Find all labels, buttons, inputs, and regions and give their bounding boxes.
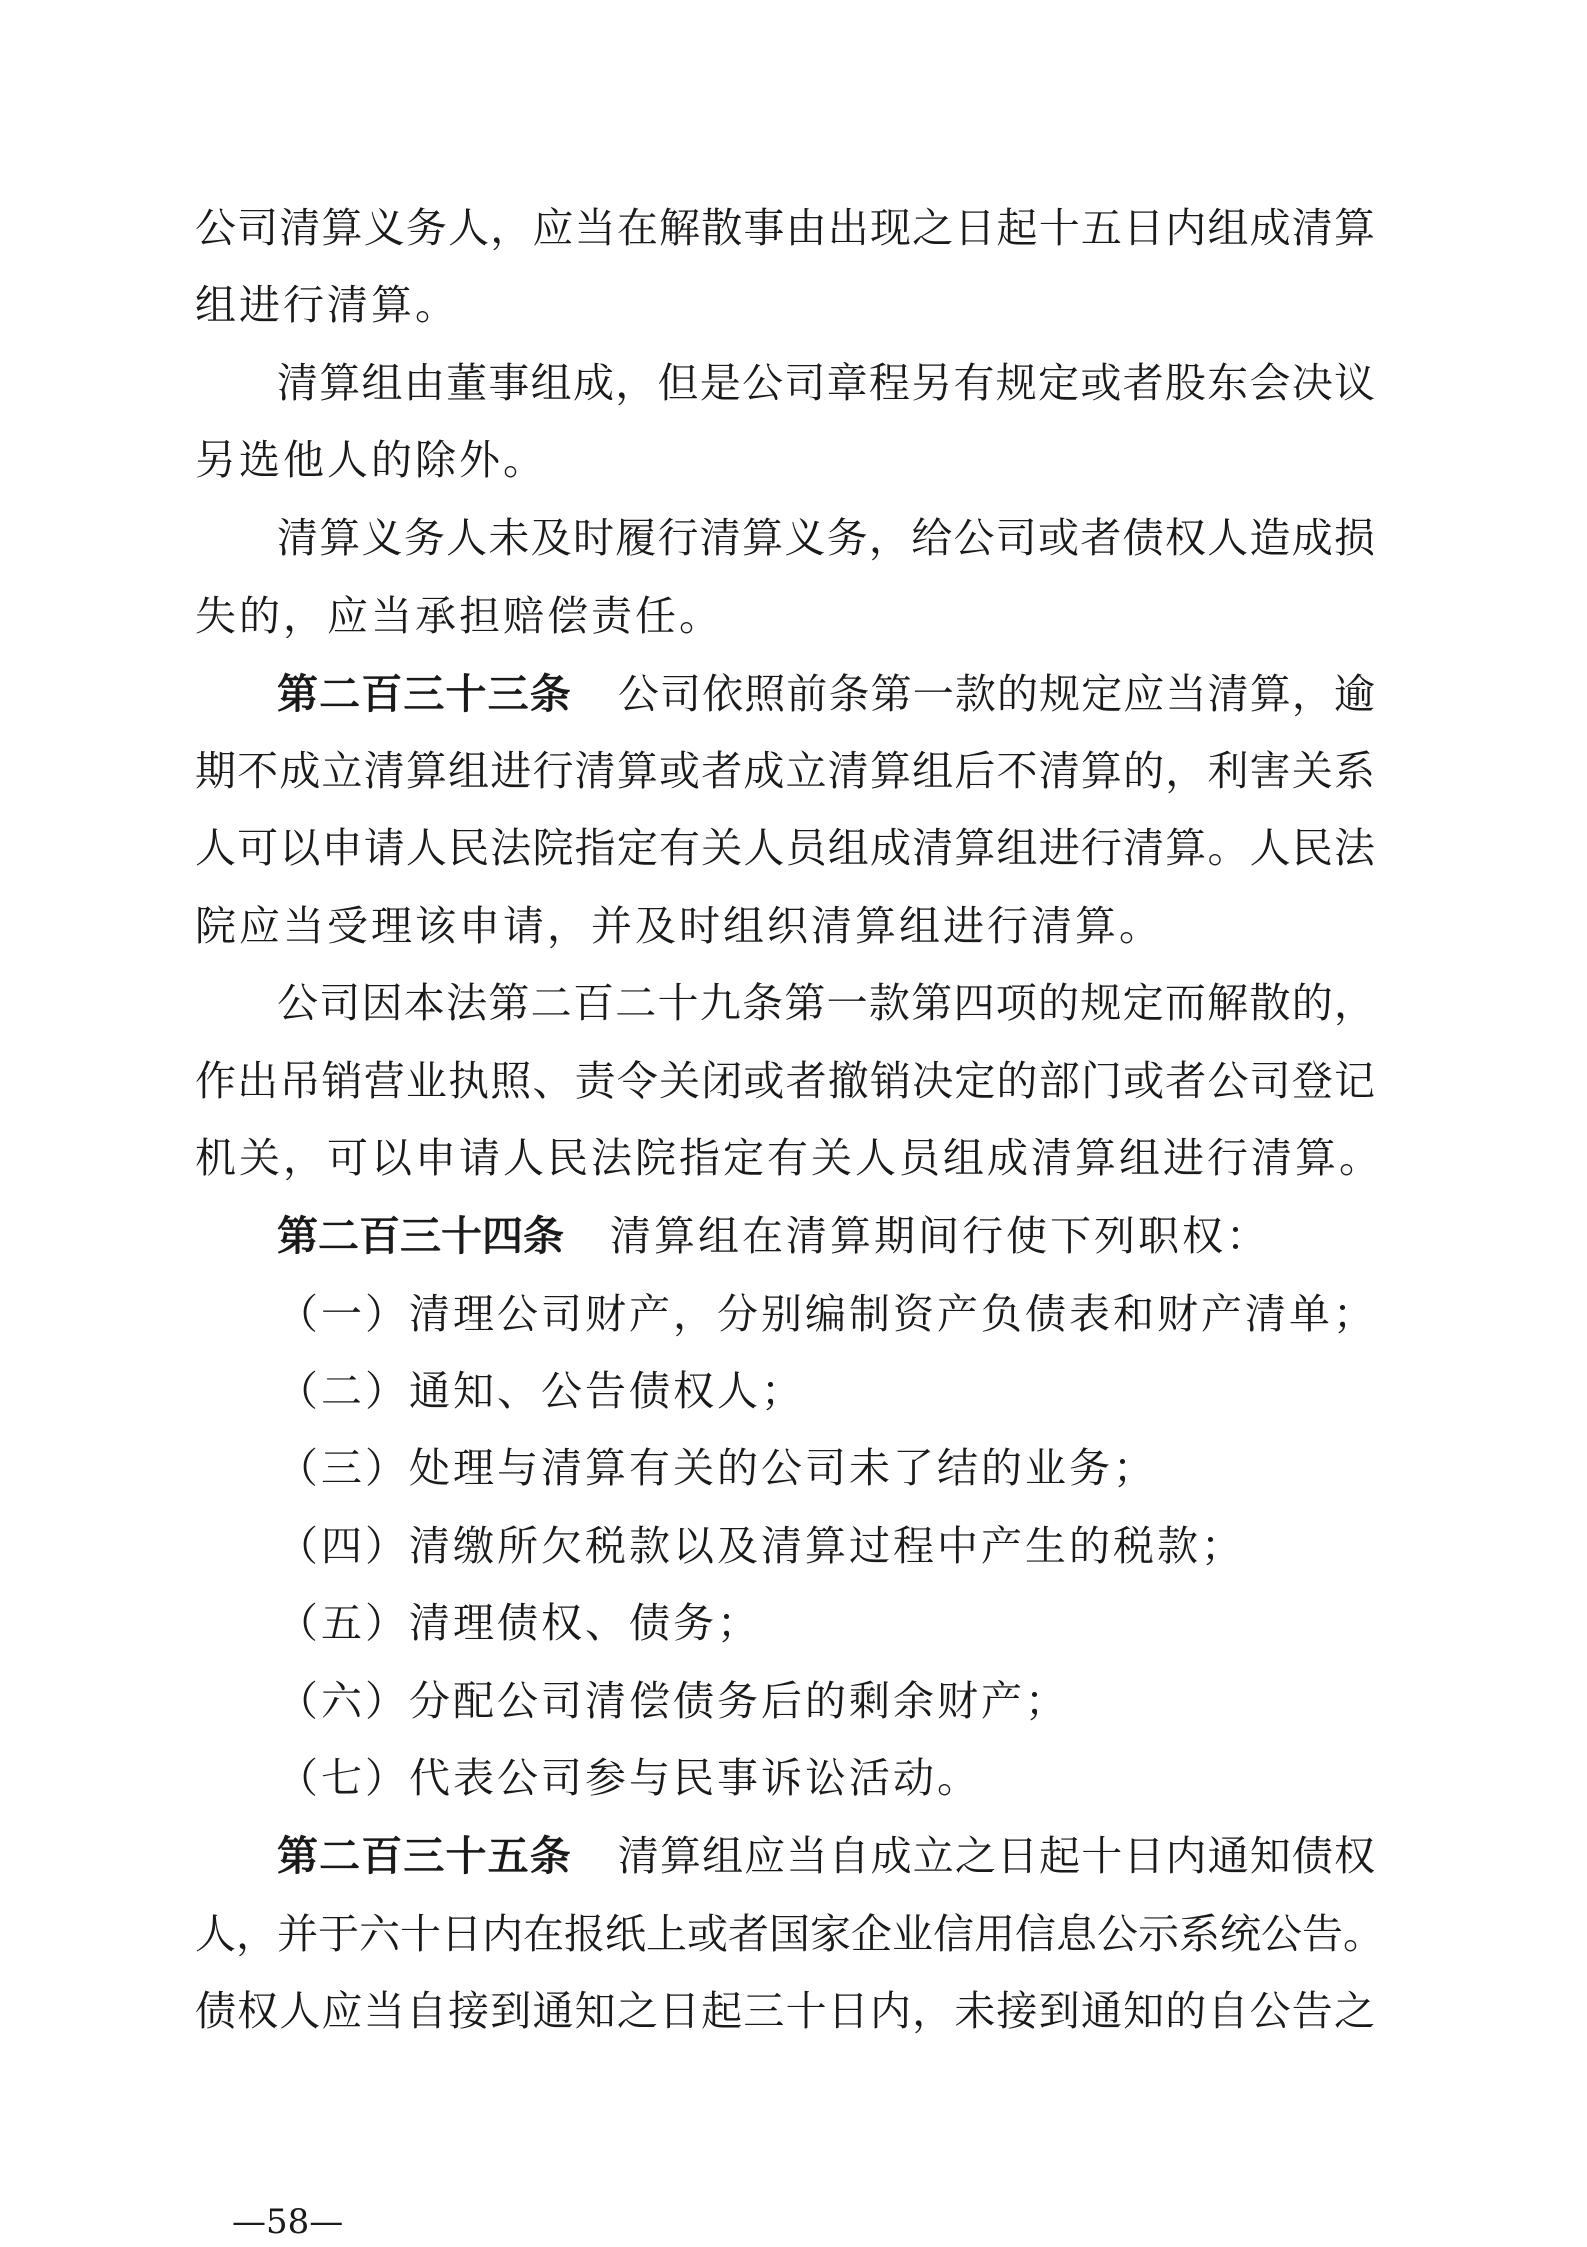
list-item: （二）通知、公告债权人； bbox=[277, 1367, 805, 1415]
paragraph-line: 清算组应当自成立之日起十日内通知债权 bbox=[617, 1832, 1375, 1880]
article-235-first-line bbox=[277, 1826, 1375, 1886]
paragraph-line: 清算义务人未及时履行清算义务，给公司或者债权人造成损 bbox=[277, 514, 1375, 562]
list-item: （六）分配公司清偿债务后的剩余财产； bbox=[277, 1677, 1069, 1725]
list-item: （三）处理与清算有关的公司未了结的业务； bbox=[277, 1444, 1157, 1492]
paragraph-line: 公司因本法第二百二十九条第一款第四项的规定而解散的， bbox=[277, 979, 1375, 1027]
paragraph-line: 公司依照前条第一款的规定应当清算，逾 bbox=[617, 670, 1375, 718]
article-234-first-line bbox=[277, 1206, 1375, 1266]
paragraph-line: 公司清算义务人，应当在解散事由出现之日起十五日内组成清算 bbox=[195, 204, 1375, 252]
paragraph-line: 另选他人的除外。 bbox=[195, 436, 547, 484]
paragraph-line: 清算组在清算期间行使下列职权： bbox=[610, 1212, 1270, 1260]
list-item: （七）代表公司参与民事诉讼活动。 bbox=[277, 1754, 981, 1802]
page-number: —58— bbox=[232, 2202, 344, 2242]
list-item: （一）清理公司财产，分别编制资产负债表和财产清单； bbox=[277, 1290, 1377, 1338]
article-234-heading: 第二百三十四条 bbox=[277, 1212, 564, 1260]
article-235-heading: 第二百三十五条 bbox=[277, 1832, 572, 1880]
article-233-first-line bbox=[277, 664, 1375, 724]
paragraph-line: 机关，可以申请人民法院指定有关人员组成清算组进行清算。 bbox=[195, 1134, 1383, 1182]
list-item: （四）清缴所欠税款以及清算过程中产生的税款； bbox=[277, 1522, 1245, 1570]
paragraph-line: 院应当受理该申请，并及时组织清算组进行清算。 bbox=[195, 902, 1163, 950]
paragraph-line: 组进行清算。 bbox=[195, 281, 459, 329]
paragraph-line: 失的，应当承担赔偿责任。 bbox=[195, 592, 723, 640]
article-233-heading: 第二百三十三条 bbox=[277, 670, 572, 718]
paragraph-line: 期不成立清算组进行清算或者成立清算组后不清算的，利害关系 bbox=[195, 747, 1375, 795]
paragraph-line: 作出吊销营业执照、责令关闭或者撤销决定的部门或者公司登记 bbox=[195, 1057, 1375, 1105]
paragraph-line: 债权人应当自接到通知之日起三十日内，未接到通知的自公告之 bbox=[195, 1987, 1375, 2035]
paragraph-line: 人可以申请人民法院指定有关人员组成清算组进行清算。人民法 bbox=[195, 824, 1375, 872]
paragraph-line: 清算组由董事组成，但是公司章程另有规定或者股东会决议 bbox=[277, 359, 1375, 407]
list-item: （五）清理债权、债务； bbox=[277, 1599, 761, 1647]
paragraph-line: 人，并于六十日内在报纸上或者国家企业信用信息公示系统公告。 bbox=[195, 1910, 1384, 1958]
